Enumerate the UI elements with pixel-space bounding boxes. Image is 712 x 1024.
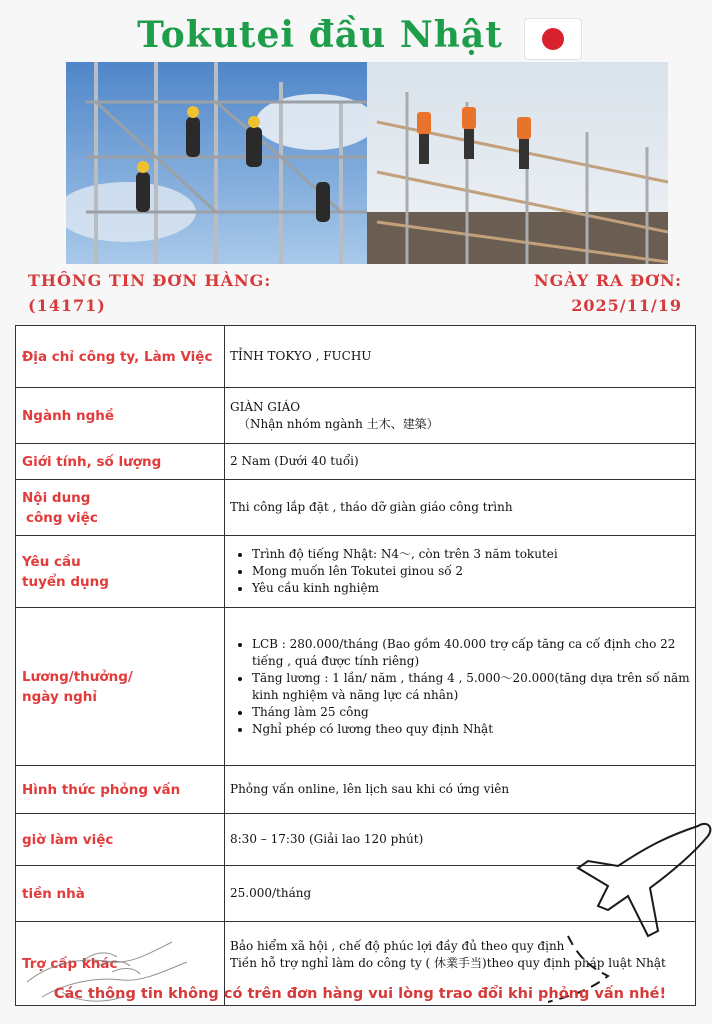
table-row bbox=[16, 480, 696, 536]
table-row bbox=[16, 444, 696, 480]
list-item: • Trình độ tiếng Nhật: N4～, còn trên 3 năm tokutei bbox=[252, 546, 690, 563]
order-number: (14171) bbox=[28, 296, 106, 315]
gender-value: 2 Nam (Dưới 40 tuổi) bbox=[225, 444, 696, 480]
benefits-line1: Bảo hiểm xã hội , chế độ phúc lợi đầy đủ theo quy định bbox=[230, 939, 565, 953]
list-item: • LCB : 280.000/tháng (Bao gồm 40.000 trợ cấp tăng ca cố định cho 22 tiếng , quá được tính riêng) bbox=[252, 636, 690, 670]
requirements-label-line1: Yêu cầu bbox=[22, 553, 81, 570]
hours-value: 8:30 – 17:30 (Giải lao 120 phút) bbox=[225, 814, 696, 866]
order-info-heading bbox=[28, 268, 271, 318]
salary-value bbox=[225, 608, 696, 766]
salary-label bbox=[16, 608, 225, 766]
housing-value: 25.000/tháng bbox=[225, 866, 696, 922]
gender-label: Giới tính, số lượng bbox=[16, 444, 225, 480]
japan-flag-icon bbox=[524, 18, 582, 60]
list-item: • Tháng làm 25 công bbox=[252, 704, 690, 721]
page-title: Tokutei đầu Nhật bbox=[137, 14, 503, 56]
salary-label-line2: ngày nghỉ bbox=[22, 688, 97, 705]
content-label bbox=[16, 480, 225, 536]
table-row bbox=[16, 766, 696, 814]
industry-value bbox=[225, 388, 696, 444]
date-value: 2025/11/19 bbox=[571, 296, 682, 315]
requirements-label bbox=[16, 536, 225, 608]
list-item: • Tăng lương : 1 lần/ năm , tháng 4 , 5.000～20.000(tăng dựa trên số năm kinh nghiệm và năng lực cá nhân) bbox=[252, 670, 690, 704]
address-label: Địa chỉ công ty, Làm Việc bbox=[16, 326, 225, 388]
date-label: NGÀY RA ĐƠN: bbox=[533, 271, 682, 290]
list-item: • Nghỉ phép có lương theo quy định Nhật bbox=[252, 721, 690, 738]
requirements-value bbox=[225, 536, 696, 608]
table-row bbox=[16, 388, 696, 444]
industry-label: Ngành nghề bbox=[16, 388, 225, 444]
salary-label-line1: Lương/thưởng/ bbox=[22, 668, 133, 685]
list-item: • Mong muốn lên Tokutei ginou số 2 bbox=[252, 563, 690, 580]
scaffold-photo-right bbox=[367, 62, 668, 264]
list-item: • Yêu cầu kinh nghiệm bbox=[252, 580, 690, 597]
content-value: Thi công lắp đặt , tháo dỡ giàn giáo công trình bbox=[225, 480, 696, 536]
order-label: THÔNG TIN ĐƠN HÀNG: bbox=[28, 271, 272, 290]
table-row bbox=[16, 866, 696, 922]
content-label-line2: công việc bbox=[26, 509, 98, 526]
hours-label: giờ làm việc bbox=[16, 814, 225, 866]
table-row bbox=[16, 814, 696, 866]
issue-date-heading bbox=[534, 268, 682, 318]
industry-main: GIÀN GIÁO bbox=[230, 399, 301, 414]
footer-note: Các thông tin không có trên đơn hàng vui lòng trao đổi khi phỏng vấn nhé! bbox=[53, 986, 667, 1002]
table-row bbox=[16, 326, 696, 388]
interview-label: Hình thức phỏng vấn bbox=[16, 766, 225, 814]
content-label-line1: Nội dung bbox=[22, 489, 91, 506]
benefits-label: Trợ cấp khác bbox=[16, 922, 225, 1006]
table-row bbox=[16, 536, 696, 608]
requirements-label-line2: tuyển dụng bbox=[22, 573, 109, 590]
table-row bbox=[16, 608, 696, 766]
address-value: TỈNH TOKYO , FUCHU bbox=[225, 326, 696, 388]
header-photos bbox=[66, 62, 668, 264]
benefits-line2: Tiền hỗ trợ nghỉ làm do công ty ( 休業手当)theo quy định pháp luật Nhật bbox=[230, 956, 666, 970]
scaffold-photo-left bbox=[66, 62, 367, 264]
housing-label: tiền nhà bbox=[16, 866, 225, 922]
job-info-table bbox=[15, 325, 696, 1006]
industry-group: （Nhận nhóm ngành 土木、建築） bbox=[238, 416, 439, 431]
interview-value: Phỏng vấn online, lên lịch sau khi có ứng viên bbox=[225, 766, 696, 814]
